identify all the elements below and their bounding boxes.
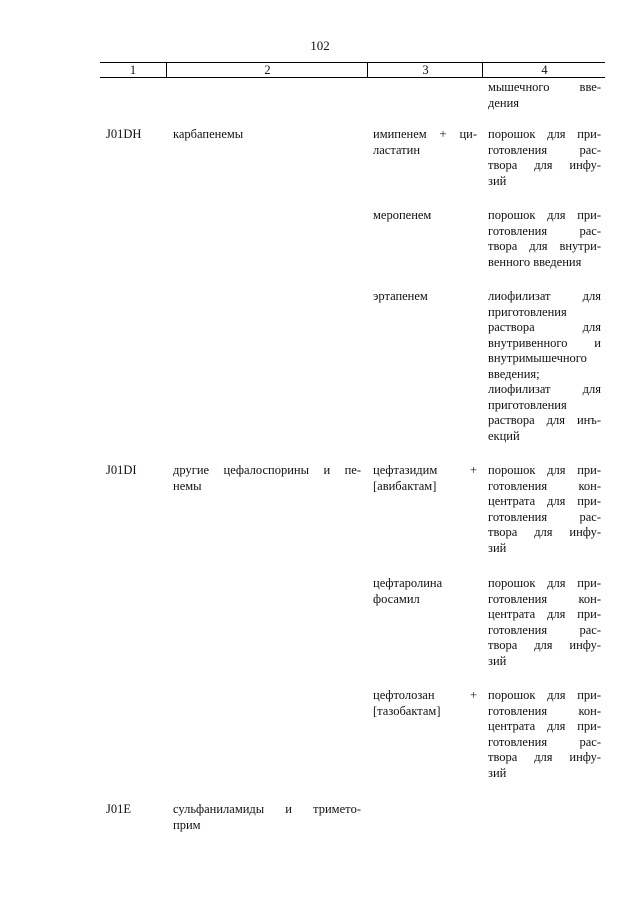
text-line: [тазобактам] — [373, 703, 441, 718]
text-line: приготовления — [488, 397, 567, 412]
atc-code: J01DH — [106, 127, 142, 141]
text-line: готовления кон- — [488, 703, 601, 718]
text-line: цефтолозан + — [373, 688, 477, 702]
text-line: венного введения — [488, 254, 582, 269]
text-line: центрата для при- — [488, 719, 601, 733]
text-line: эртапенем — [373, 289, 428, 303]
text-line: дения — [488, 95, 520, 110]
header-col-3: 3 — [367, 63, 483, 77]
text-line: твора для инфу- — [488, 525, 601, 539]
text-line: порошок для при- — [488, 463, 601, 477]
text-line: цефтазидим + — [373, 463, 477, 477]
text-line: зий — [488, 765, 507, 780]
drug-name — [373, 463, 477, 494]
dosage-form — [488, 127, 601, 189]
text-line: имипенем + ци- — [373, 127, 477, 141]
text-line: внутривенного и — [488, 335, 601, 350]
dosage-form — [488, 208, 601, 270]
text-line: готовления рас- — [488, 734, 601, 749]
header-col-4: 4 — [482, 63, 606, 77]
atc-group-name — [173, 802, 361, 833]
drug-name — [373, 688, 477, 719]
text-line: меропенем — [373, 208, 432, 222]
text-line: прим — [173, 817, 201, 832]
text-line: порошок для при- — [488, 576, 601, 590]
drug-name — [373, 289, 477, 305]
drug-name — [373, 127, 477, 158]
text-line: зий — [488, 173, 507, 188]
text-line: внутримышечного — [488, 351, 587, 365]
page-number: 102 — [310, 38, 330, 53]
text-line: порошок для при- — [488, 208, 601, 222]
atc-code: J01E — [106, 802, 131, 816]
text-line: готовления рас- — [488, 142, 601, 157]
text-line: центрата для при- — [488, 494, 601, 508]
atc-group-name — [173, 127, 361, 143]
text-line: готовления рас- — [488, 223, 601, 238]
text-line: порошок для при- — [488, 127, 601, 141]
text-line: зий — [488, 540, 507, 555]
header-col-1: 1 — [129, 63, 137, 77]
continued-dosage-form — [488, 80, 601, 111]
text-line: лиофилизат для — [488, 289, 601, 303]
text-line: раствора для — [488, 320, 601, 334]
atc-code: J01DI — [106, 463, 137, 477]
text-line: зий — [488, 653, 507, 668]
text-line: немы — [173, 478, 202, 493]
dosage-form — [488, 576, 601, 669]
atc-group-name — [173, 463, 361, 494]
text-line: готовления рас- — [488, 622, 601, 637]
text-line: раствора для инъ- — [488, 413, 601, 427]
text-line: карбапенемы — [173, 127, 244, 141]
text-line: цефтаролина — [373, 576, 443, 590]
dosage-form — [488, 688, 601, 781]
text-line: сульфаниламиды и триметo- — [173, 802, 361, 816]
table-header — [100, 62, 605, 78]
drug-name — [373, 208, 477, 224]
text-line: твора для инфу- — [488, 638, 601, 652]
text-line: готовления кон- — [488, 591, 601, 606]
drug-name — [373, 576, 477, 607]
text-line: твора для инфу- — [488, 750, 601, 764]
text-line: мышечного вве- — [488, 80, 601, 94]
text-line: лиофилизат для — [488, 382, 601, 396]
text-line: [авибактам] — [373, 478, 437, 493]
text-line: порошок для при- — [488, 688, 601, 702]
text-line: екций — [488, 428, 520, 443]
text-line: фосамил — [373, 591, 420, 606]
text-line: ластатин — [373, 142, 421, 157]
dosage-form — [488, 289, 601, 444]
text-line: готовления рас- — [488, 509, 601, 524]
text-line: введения; — [488, 366, 540, 381]
text-line: центрата для при- — [488, 607, 601, 621]
header-col-2: 2 — [166, 63, 368, 77]
text-line: приготовления — [488, 304, 567, 319]
text-line: твора для инфу- — [488, 158, 601, 172]
text-line: твора для внутри- — [488, 239, 601, 253]
text-line: готовления кон- — [488, 478, 601, 493]
dosage-form — [488, 463, 601, 556]
text-line: другие цефалоспорины и пе- — [173, 463, 361, 477]
